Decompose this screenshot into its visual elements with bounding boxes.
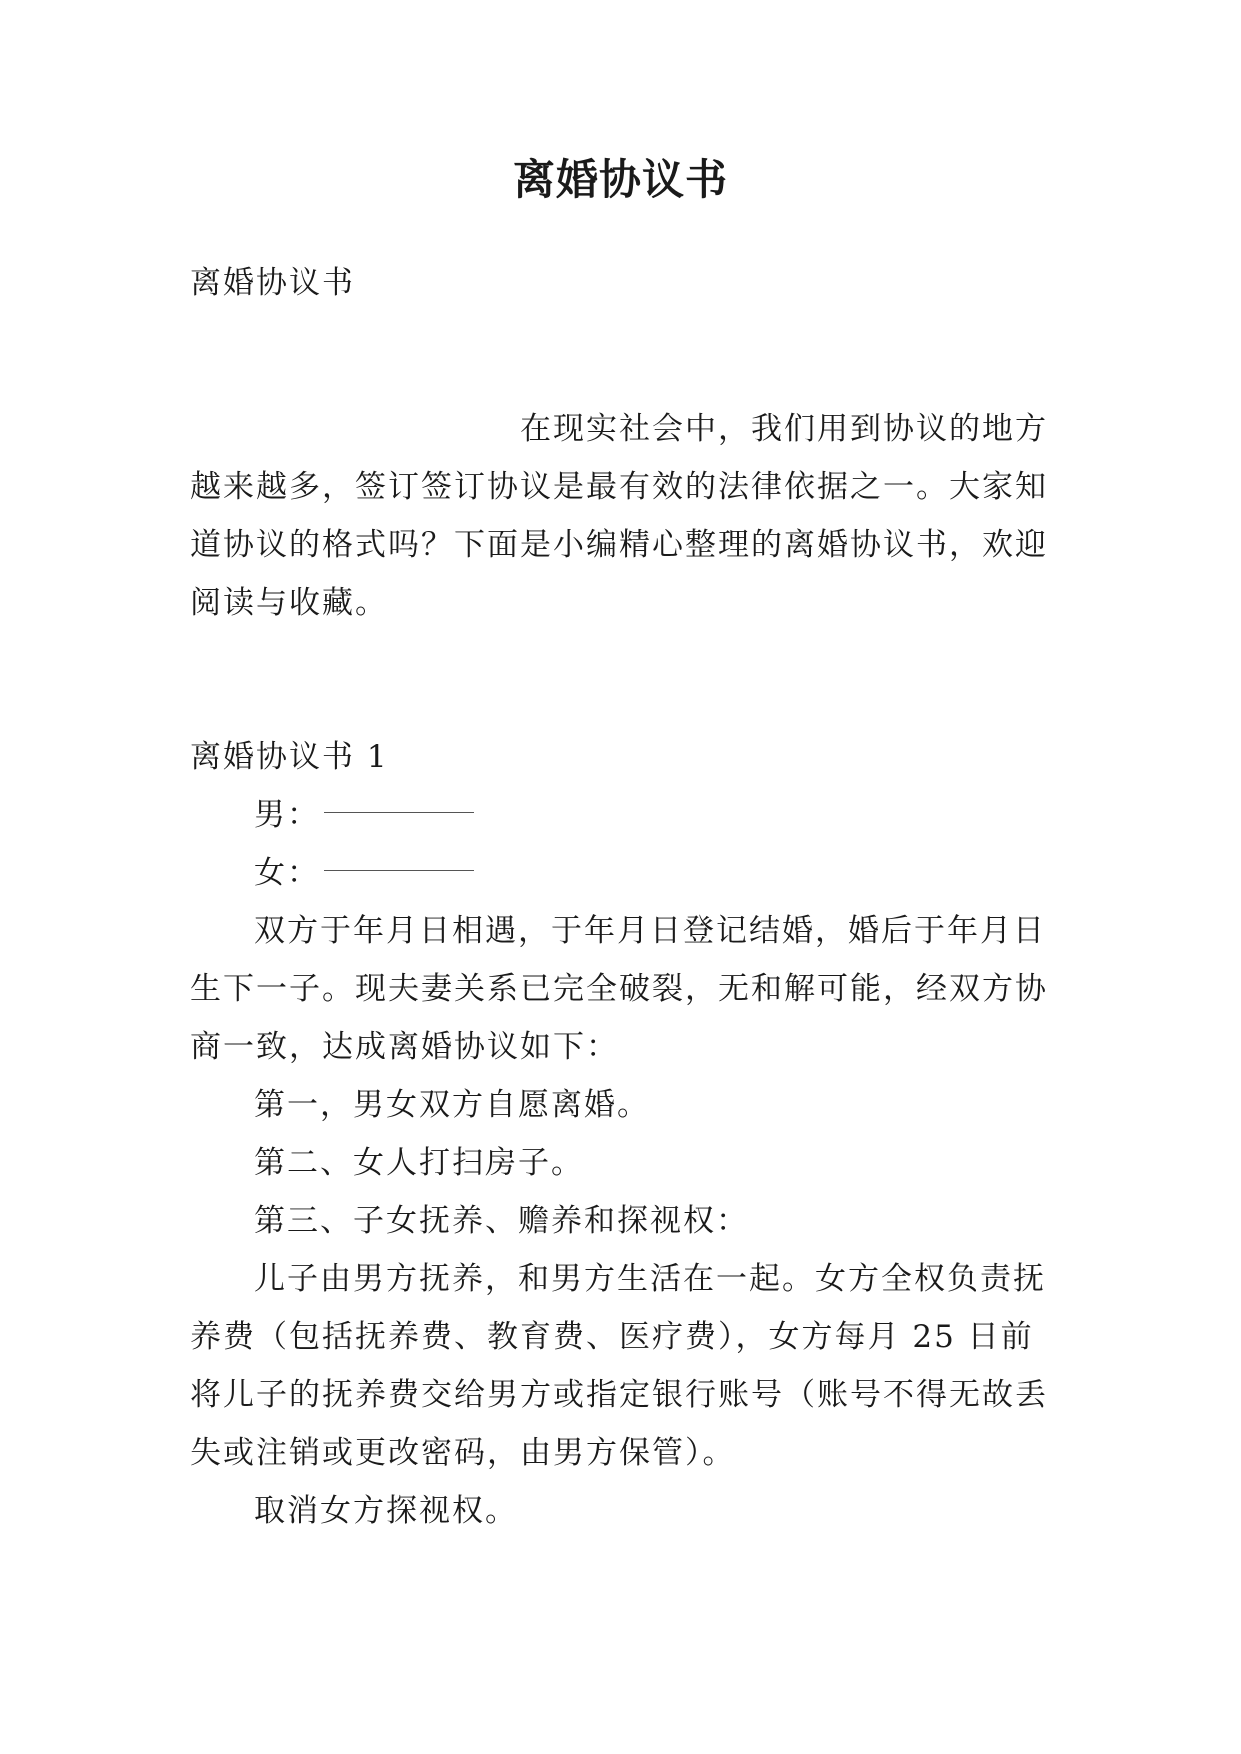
paragraph-visitation: 取消女方探视权。 [254, 1493, 518, 1529]
paragraph-custody: 儿子由男方抚养，和男方生活在一起。女方全权负责抚养费（包括抚养费、教育费、医疗费），女方每月 25 日前将儿子的抚养费交给男方或指定银行账号（账号不得无故丢失或注销或更改密码，由男方保管）。 [190, 1261, 1048, 1471]
female-blank-line [324, 869, 474, 871]
document-subtitle: 离婚协议书 [190, 265, 355, 301]
clause-second: 第二、女人打扫房子。 [254, 1145, 584, 1181]
male-field [254, 786, 474, 844]
clause-first: 第一，男女双方自愿离婚。 [254, 1087, 650, 1123]
male-label: 男： [254, 797, 320, 833]
section-heading: 离婚协议书 1 [190, 739, 389, 775]
male-blank-line [324, 811, 474, 813]
paragraph-meeting: 双方于年月日相遇，于年月日登记结婚，婚后于年月日生下一子。现夫妻关系已完全破裂，无和解可能，经双方协商一致，达成离婚协议如下： [190, 913, 1048, 1065]
female-label: 女： [254, 855, 320, 891]
female-field [254, 844, 474, 902]
intro-paragraph: 在现实社会中，我们用到协议的地方越来越多，签订签订协议是最有效的法律依据之一。大家知道协议的格式吗？下面是小编精心整理的离婚协议书，欢迎阅读与收藏。 [190, 411, 1048, 621]
document-title: 离婚协议书 [512, 155, 728, 204]
clause-third: 第三、子女抚养、赡养和探视权： [254, 1203, 749, 1239]
